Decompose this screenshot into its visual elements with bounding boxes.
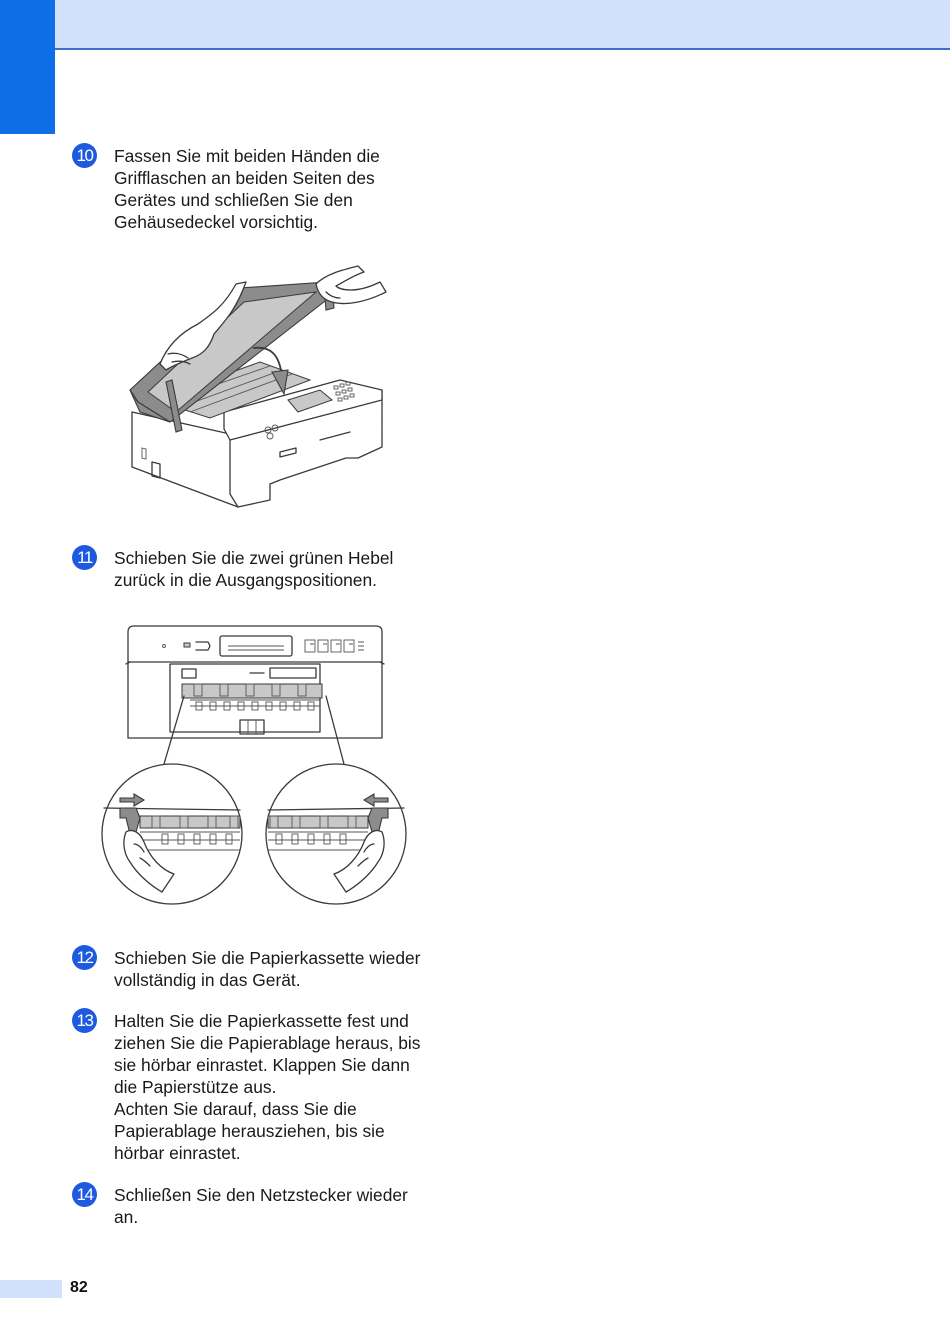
- step-text: Schieben Sie die Papierkassette wieder vollständig in das Gerät.: [114, 948, 421, 990]
- step-number-badge: 13: [72, 1008, 97, 1033]
- page-number: 82: [70, 1279, 88, 1296]
- illustration-green-levers: [100, 622, 410, 912]
- step-text: Schieben Sie die zwei grünen Hebel zurück in die Ausgangspositionen.: [114, 548, 394, 590]
- step-text: Schließen Sie den Netzstecker wieder an.: [114, 1185, 408, 1227]
- step-number-badge: 12: [72, 945, 97, 970]
- step-text: Halten Sie die Papierkassette fest und ziehen Sie die Papierablage heraus, bis sie hörbar einrastet. Klappen Sie dann die Papierstütze aus. Achten Sie darauf, dass Sie die Papierablage herausziehen, bis sie hörbar einrastet.: [114, 1011, 421, 1163]
- header-band: [0, 0, 950, 50]
- page-number-tab: [0, 1280, 62, 1298]
- step-number-badge: 11: [72, 545, 97, 570]
- step-number-badge: 14: [72, 1182, 97, 1207]
- step-text: Fassen Sie mit beiden Händen die Grifflaschen an beiden Seiten des Gerätes und schließen Sie den Gehäusedeckel vorsichtig.: [114, 146, 380, 232]
- chapter-side-tab: [0, 0, 55, 134]
- step-number-badge: 10: [72, 143, 97, 168]
- illustration-close-cover: [120, 262, 390, 512]
